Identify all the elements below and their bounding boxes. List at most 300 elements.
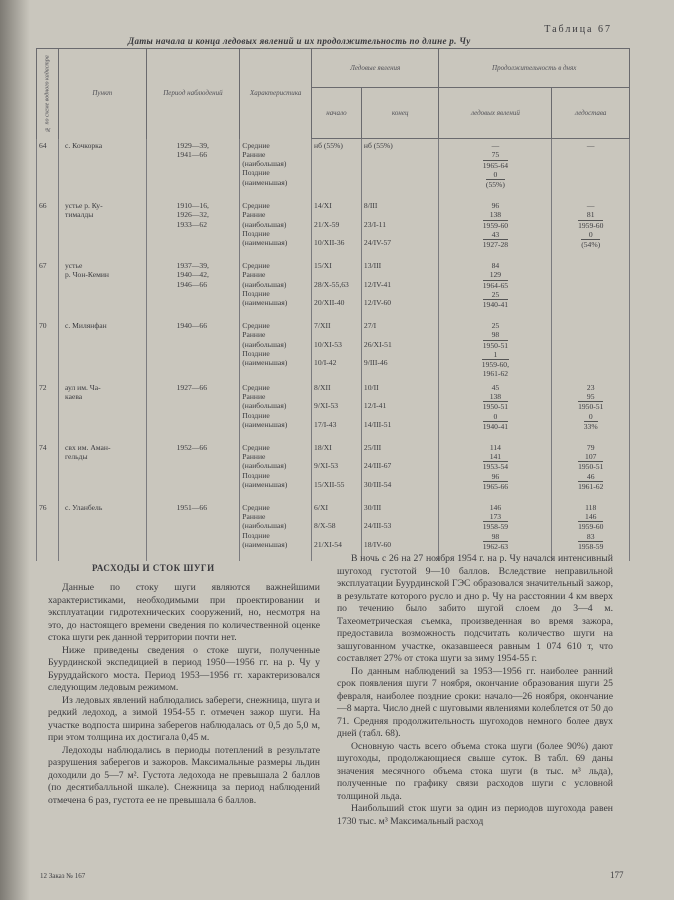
dur1-days: 96 xyxy=(483,472,508,482)
dur2-days: 46 xyxy=(578,472,603,482)
punkt-line: с. Кочкорка xyxy=(65,140,103,150)
dur1-days: 0 xyxy=(483,412,508,422)
dur1-fraction xyxy=(483,270,508,290)
paragraph: Наибольший сток шуги за один из периодов шугохода равен 1730 тыс. м³ Максимальный расход xyxy=(337,803,613,827)
dur1-fraction xyxy=(486,170,505,190)
row-characteristic xyxy=(240,199,312,259)
end-value: 13/III xyxy=(363,261,382,270)
row-dur2 xyxy=(552,259,630,319)
characteristic-line: Поздние xyxy=(242,288,270,298)
punkt-line: гельды xyxy=(65,452,88,462)
row-dur1 xyxy=(439,381,552,441)
punkt-line: с. Уланбель xyxy=(65,502,103,512)
dur2-value: 79 xyxy=(586,442,595,452)
section-heading: РАСХОДЫ И СТОК ШУГИ xyxy=(92,563,215,573)
row-start xyxy=(312,259,362,319)
dur1-value: 84 xyxy=(491,261,500,270)
row-period xyxy=(146,381,240,441)
start-value: 14/XI xyxy=(314,201,332,210)
dur2-group xyxy=(554,160,627,169)
dur1-year: 1953-54 xyxy=(482,462,509,472)
dur1-value: — xyxy=(491,141,500,150)
end-value: 26/XI-51 xyxy=(363,339,392,349)
dur2-group xyxy=(554,210,627,230)
dur2-group xyxy=(554,472,627,492)
dur1-days: 0 xyxy=(486,170,505,180)
dur1-group xyxy=(441,141,549,150)
end-value: 9/III-46 xyxy=(363,358,388,368)
dur2-days: 0 xyxy=(584,412,598,422)
table-number: Таблица 67 xyxy=(544,24,612,35)
header-num: № по схеме водного кадастра xyxy=(37,49,59,139)
dur2-value: — xyxy=(586,141,595,150)
dur2-fraction xyxy=(578,532,603,552)
characteristic-line: (наибольшая) xyxy=(242,219,287,229)
characteristic-line: Средние xyxy=(242,442,270,452)
table-row xyxy=(37,381,630,441)
start-value: 8/XII xyxy=(314,382,331,392)
punkt-line: устье р. Ку- xyxy=(65,201,103,210)
dur2-year: 1959-60 xyxy=(578,220,604,230)
dur2-fraction xyxy=(578,472,603,492)
dur1-value: 96 xyxy=(491,201,500,210)
spacer xyxy=(364,270,436,279)
start-value: нб (55%) xyxy=(314,141,343,150)
row-num: 70 xyxy=(37,319,59,381)
dur2-year: 1958-59 xyxy=(578,541,604,551)
dur1-year: 1959-60, xyxy=(481,360,510,370)
row-dur1 xyxy=(439,319,552,381)
dur2-year: 33% xyxy=(583,421,598,431)
punkt-line: тималды xyxy=(65,210,94,220)
dur1-days: 129 xyxy=(483,270,508,280)
dur2-group xyxy=(554,261,627,270)
period-line: 1941—66 xyxy=(176,149,207,159)
dur1-fraction xyxy=(483,330,508,350)
dur2-fraction xyxy=(578,392,603,412)
row-characteristic xyxy=(240,501,312,561)
characteristic-line: (наименьшая) xyxy=(242,419,288,429)
dur1-fraction xyxy=(483,150,508,170)
punkt-line: устье xyxy=(65,261,83,270)
characteristic-line: (наибольшая) xyxy=(242,401,287,411)
end-value: 30/III xyxy=(363,502,382,512)
start-value: 6/XI xyxy=(314,502,328,512)
start-value: 7/XII xyxy=(314,321,331,330)
start-value: 21/X-59 xyxy=(314,219,340,229)
dur1-days: 173 xyxy=(483,512,508,522)
row-punkt xyxy=(59,319,147,381)
characteristic-line: (наибольшая) xyxy=(242,461,287,471)
characteristic-line: Поздние xyxy=(242,168,270,178)
dur1-fraction xyxy=(483,290,508,310)
row-punkt xyxy=(59,501,147,561)
dur1-group xyxy=(441,472,549,492)
characteristic-line: (наибольшая) xyxy=(242,521,287,531)
characteristic-line: Средние xyxy=(242,382,270,392)
row-num: 66 xyxy=(37,199,59,259)
paragraph: Ниже приведены сведения о стоке шуги, полученные Буурдинской экспедицией в период 1950—1956 гг. на р. Чу у Буруддайского моста. Период 1953—1956 гг. характеризовался следующим ледовым режимом. xyxy=(48,644,320,693)
spacer xyxy=(364,392,436,401)
row-dur1 xyxy=(439,139,552,200)
end-value: 27/I xyxy=(363,321,377,330)
table-body xyxy=(37,139,630,561)
characteristic-line: Ранние xyxy=(242,512,266,522)
dur1-year: 1950-51 xyxy=(482,340,509,350)
characteristic-line: (наименьшая) xyxy=(242,238,288,248)
start-value: 10/I-42 xyxy=(314,358,337,368)
header-ice-phenomena: Ледовые явления xyxy=(312,49,439,88)
dur1-group xyxy=(441,210,549,230)
dur1-year: 1962-63 xyxy=(482,541,509,551)
dur1-fraction xyxy=(483,210,508,230)
dur1-value: 146 xyxy=(489,502,502,512)
end-value: 12/IV-60 xyxy=(363,298,392,308)
characteristic-line: Ранние xyxy=(242,452,266,462)
dur2-group xyxy=(554,270,627,279)
spacer xyxy=(364,160,436,169)
spacer xyxy=(364,210,436,219)
period-line: 1940—66 xyxy=(176,321,207,330)
row-dur2 xyxy=(552,319,630,381)
dur1-days: 98 xyxy=(483,330,508,340)
dur1-group xyxy=(441,290,549,310)
header-period: Период наблюдений xyxy=(146,49,240,139)
row-characteristic xyxy=(240,139,312,200)
header-end: конец xyxy=(361,88,438,139)
row-dur2 xyxy=(552,501,630,561)
dur1-group xyxy=(441,261,549,270)
header-duration: Продолжительность в днях xyxy=(439,49,630,88)
spacer xyxy=(314,349,359,358)
row-dur2 xyxy=(552,381,630,441)
dur2-group xyxy=(554,201,627,210)
row-dur1 xyxy=(439,259,552,319)
dur2-value: — xyxy=(586,201,595,210)
end-value: 24/IV-57 xyxy=(363,238,392,248)
dur2-days: 107 xyxy=(578,452,603,462)
dur2-fraction xyxy=(578,452,603,472)
dur1-days: 25 xyxy=(483,290,508,300)
dur1-group xyxy=(441,150,549,170)
dur2-year: (54%) xyxy=(581,240,601,250)
dur1-year: 1964-65 xyxy=(482,280,509,290)
header-dur-ledostav: ледостава xyxy=(552,88,630,139)
end-value: 10/II xyxy=(363,382,379,392)
row-end xyxy=(361,381,438,441)
spacer xyxy=(314,512,359,521)
dur1-days: 98 xyxy=(483,532,508,542)
spacer xyxy=(314,229,359,238)
dur2-group xyxy=(554,503,627,512)
dur1-group xyxy=(441,383,549,392)
end-value: 25/III xyxy=(363,442,382,452)
dur1-group xyxy=(441,321,549,330)
characteristic-line: (наибольшая) xyxy=(242,279,287,289)
dur2-group xyxy=(554,412,627,432)
spacer xyxy=(364,471,436,480)
row-end xyxy=(361,319,438,381)
dur1-year: 1940-41 xyxy=(482,300,509,310)
row-punkt xyxy=(59,441,147,501)
paragraph: Из ледовых явлений наблюдались забереги, снежница, шуга и редкий ледоход, а зимой 1954-55 г. отмечен зажор шуги. На участке водпоста ширина заберегов наблюдалась от 0,5 до 5,0 м, при этом толщина их достигала 0,45 м. xyxy=(48,694,320,743)
characteristic-line: Поздние xyxy=(242,470,270,480)
dur1-fraction xyxy=(483,512,508,532)
dur2-group xyxy=(554,330,627,339)
dur2-group xyxy=(554,512,627,532)
dur1-fraction xyxy=(483,532,508,552)
row-end xyxy=(361,441,438,501)
row-punkt xyxy=(59,139,147,200)
paragraph: По данным наблюдений за 1953—1956 гг. наиболее ранний срок появления шуги 7 ноября, окончание образования шуги 25 февраля, наиболее поздние сроки: начало—26 ноября, окончание—8 марта. Число дней с шуговыми явлениями колеблется от 50 до 71. Средняя продолжительность шугоходов немного более двух дней (табл. 68). xyxy=(337,665,613,739)
characteristic-line: (наименьшая) xyxy=(242,298,288,308)
spacer xyxy=(364,452,436,461)
spacer xyxy=(314,531,359,540)
dur2-days: 95 xyxy=(578,392,603,402)
dur1-group xyxy=(441,330,549,350)
characteristic-line: Ранние xyxy=(242,210,266,220)
spacer xyxy=(314,270,359,279)
dur1-group xyxy=(441,170,549,190)
period-line: 1951—66 xyxy=(176,502,207,512)
row-end xyxy=(361,259,438,319)
left-column xyxy=(48,582,320,807)
paragraph: Основную часть всего объема стока шуги (более 90%) дают шугоходы, продолжающиеся свыше суток. В табл. 69 даны значения месячного объема стока шуги (в тыс. м³ льда), полученные по графику связи расходов шуги с условной толщиной льда. xyxy=(337,740,613,802)
dur1-group xyxy=(441,503,549,512)
row-end xyxy=(361,139,438,200)
spacer xyxy=(364,349,436,358)
dur1-group xyxy=(441,512,549,532)
dur2-value: 118 xyxy=(585,502,597,512)
row-start xyxy=(312,319,362,381)
spacer xyxy=(314,150,359,159)
row-period xyxy=(146,139,240,200)
row-start xyxy=(312,441,362,501)
period-line: 1926—32, xyxy=(176,210,209,220)
header-kharakteristika: Характеристика xyxy=(240,49,312,139)
start-value: 15/XI xyxy=(314,261,332,270)
dur1-group xyxy=(441,270,549,290)
dur2-year: 1959-60 xyxy=(578,522,604,532)
dur2-fraction xyxy=(581,230,600,250)
punkt-line: с. Милянфан xyxy=(65,321,107,330)
period-line: 1937—39, xyxy=(176,261,209,270)
end-value: 12/IV-41 xyxy=(363,279,392,289)
spacer xyxy=(314,160,359,169)
dur1-fraction xyxy=(483,452,508,472)
characteristic-line: Средние xyxy=(242,140,270,150)
table-row xyxy=(37,319,630,381)
row-period xyxy=(146,441,240,501)
dur2-days: 146 xyxy=(578,512,603,522)
header-dur-ice: ледовых явлений xyxy=(439,88,552,139)
characteristic-line: (наименьшая) xyxy=(242,539,288,549)
characteristic-line: Поздние xyxy=(242,410,270,420)
punkt-line: р. Чон-Кемин xyxy=(65,270,109,280)
dur2-group xyxy=(554,340,627,349)
dur1-group xyxy=(441,201,549,210)
row-dur2 xyxy=(552,199,630,259)
dur2-year: 1950-51 xyxy=(578,402,604,412)
dur2-group xyxy=(554,452,627,472)
dur1-days: 141 xyxy=(483,452,508,462)
start-value: 9/XI-53 xyxy=(314,401,339,411)
dur1-year: 1965-66 xyxy=(482,481,509,491)
right-column xyxy=(337,553,613,828)
dur1-value: 114 xyxy=(489,442,501,452)
row-characteristic xyxy=(240,441,312,501)
period-line: 1933—62 xyxy=(176,219,207,229)
period-line: 1940—42, xyxy=(176,270,209,280)
dur2-fraction xyxy=(578,512,603,532)
dur2-group xyxy=(554,383,627,392)
dur1-year: 1958-59 xyxy=(482,522,509,532)
spacer xyxy=(314,289,359,298)
dur1-year: 1927-28 xyxy=(482,240,509,250)
row-period xyxy=(146,199,240,259)
row-num: 64 xyxy=(37,139,59,200)
end-value: 30/III-54 xyxy=(363,479,392,489)
dur2-fraction xyxy=(584,412,598,432)
characteristic-line: (наибольшая) xyxy=(242,339,287,349)
row-num: 76 xyxy=(37,501,59,561)
characteristic-line: (наименьшая) xyxy=(242,177,288,187)
end-value: 23/I-11 xyxy=(363,219,386,229)
characteristic-line: Поздние xyxy=(242,228,270,238)
row-period xyxy=(146,319,240,381)
dur2-group xyxy=(554,280,627,289)
dur1-fraction xyxy=(483,230,508,250)
spacer xyxy=(314,392,359,401)
period-line: 1927—66 xyxy=(176,382,207,392)
end-value: 8/III xyxy=(363,201,378,210)
dur1-days: 75 xyxy=(483,150,508,160)
spacer xyxy=(364,512,436,521)
row-period xyxy=(146,259,240,319)
characteristic-line: Ранние xyxy=(242,149,266,159)
dur1-value: 45 xyxy=(491,382,500,392)
characteristic-line: Ранние xyxy=(242,270,266,280)
row-characteristic xyxy=(240,381,312,441)
dur1-days: 138 xyxy=(483,392,508,402)
dur1-year: 1961-62 xyxy=(482,369,509,379)
dur2-group xyxy=(554,392,627,412)
dur2-group xyxy=(554,141,627,150)
end-value: 12/I-41 xyxy=(363,401,387,411)
punkt-line: каева xyxy=(65,392,83,402)
dur1-group xyxy=(441,230,549,250)
start-value: 28/X-55,63 xyxy=(314,279,349,289)
dur2-days: 81 xyxy=(578,210,603,220)
table-row xyxy=(37,199,630,259)
row-end xyxy=(361,199,438,259)
dur2-days: 83 xyxy=(578,532,603,542)
start-value: 21/XI-54 xyxy=(314,539,342,549)
row-start xyxy=(312,139,362,200)
row-num: 67 xyxy=(37,259,59,319)
dur1-group xyxy=(441,443,549,452)
characteristic-line: Поздние xyxy=(242,530,270,540)
start-value: 10/XI-53 xyxy=(314,339,342,349)
row-start xyxy=(312,501,362,561)
row-punkt xyxy=(59,381,147,441)
end-value: 24/III-67 xyxy=(363,461,392,471)
dur1-year: (55%) xyxy=(485,180,505,190)
punkt-line: свх им. Аман- xyxy=(65,442,111,452)
dur1-group xyxy=(441,452,549,472)
period-line: 1929—39, xyxy=(176,140,209,150)
end-value: 18/IV-60 xyxy=(363,539,392,549)
dur2-days: 0 xyxy=(581,230,600,240)
characteristic-line: Средние xyxy=(242,502,270,512)
row-num: 72 xyxy=(37,381,59,441)
spacer xyxy=(314,452,359,461)
characteristic-line: (наименьшая) xyxy=(242,358,288,368)
dur1-fraction xyxy=(483,392,508,412)
dur2-year: 1961-62 xyxy=(578,481,604,491)
characteristic-line: Средние xyxy=(242,261,270,270)
dur1-fraction xyxy=(483,472,508,492)
start-value: 20/XII-40 xyxy=(314,298,345,308)
dur1-days: 1 xyxy=(482,350,509,360)
dur1-group xyxy=(441,392,549,412)
dur1-group xyxy=(441,532,549,552)
start-value: 9/XI-53 xyxy=(314,461,339,471)
dur1-days: 138 xyxy=(483,210,508,220)
row-period xyxy=(146,501,240,561)
row-punkt xyxy=(59,259,147,319)
table-row xyxy=(37,441,630,501)
paragraph: Данные по стоку шуги являются важнейшими характеристиками, необходимыми при проектировании и эксплуатации гидротехнических сооружений, но, несмотря на это, до настоящего времени сведения по количественной оценке стока шуги рек данной территории почти нет. xyxy=(48,582,320,643)
start-value: 18/XI xyxy=(314,442,332,452)
table-row xyxy=(37,139,630,200)
start-value: 17/I-43 xyxy=(314,419,337,429)
dur1-group xyxy=(441,412,549,432)
characteristic-line: Поздние xyxy=(242,348,270,358)
table-title: Даты начала и конца ледовых явлений и их продолжительность по длине р. Чу xyxy=(128,36,471,46)
dur2-group xyxy=(554,150,627,159)
row-punkt xyxy=(59,199,147,259)
row-characteristic xyxy=(240,259,312,319)
characteristic-line: Ранние xyxy=(242,392,266,402)
dur2-fraction xyxy=(578,210,603,230)
dur2-group xyxy=(554,321,627,330)
row-dur1 xyxy=(439,199,552,259)
paragraph: В ночь с 26 на 27 ноября 1954 г. на р. Чу начался интенсивный шугоход густотой 9—10 баллов. Вследствие неправильной эксплуатации Буурдинской ГЭС образовался значительный зажор, в результате которого русло и дно р. Чу на расстоянии 4 км вверх по течению было забито шугой слоем до 3—4 м. Тахеометрическая съемка, произведенная во время зажора, предоставила возможность подсчитать количество шуги на зашугованном участке, оказавшееся равным 1 074 610 т, что составляет 27% от стока шуги за зиму 1954-55 г. xyxy=(337,553,613,664)
row-characteristic xyxy=(240,319,312,381)
row-end xyxy=(361,501,438,561)
row-dur2 xyxy=(552,441,630,501)
spacer xyxy=(364,289,436,298)
characteristic-line: (наибольшая) xyxy=(242,159,287,169)
characteristic-line: Ранние xyxy=(242,330,266,340)
dur1-year: 1940-41 xyxy=(482,421,509,431)
spacer xyxy=(364,531,436,540)
dur1-year: 1950-51 xyxy=(482,402,509,412)
start-value: 10/XII-36 xyxy=(314,238,345,248)
row-dur1 xyxy=(439,441,552,501)
row-start xyxy=(312,199,362,259)
dur1-fraction xyxy=(483,412,508,432)
header-punkt: Пункт xyxy=(59,49,147,139)
dur1-fraction xyxy=(482,350,509,379)
dur2-group xyxy=(554,443,627,452)
characteristic-line: (наименьшая) xyxy=(242,479,288,489)
table-row xyxy=(37,259,630,319)
spacer xyxy=(364,150,436,159)
dur2-group xyxy=(554,230,627,250)
start-value: 15/XII-55 xyxy=(314,479,345,489)
